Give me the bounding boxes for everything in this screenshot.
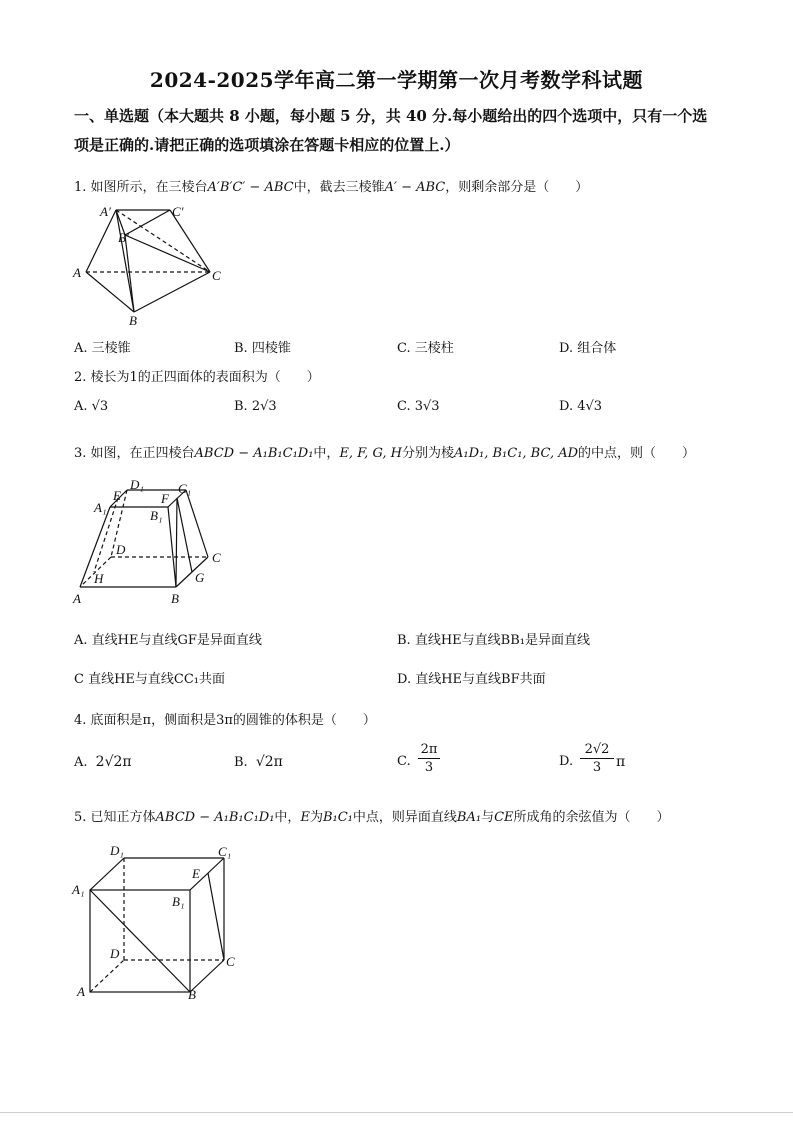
math-frustum: A′B′C′ − ABC (207, 180, 294, 195)
q4-option-d-fraction: 2√2 3 (580, 742, 614, 776)
q4-option-d-pi: π (616, 754, 626, 770)
section-heading-line1: 一、单选题（本大题共 8 小题，每小题 5 分，共 40 分.每小题给出的四个选项中，只有一个选 (74, 107, 708, 125)
fig1-label-C: C (212, 268, 221, 283)
fig3-label-D1: D₁ (130, 477, 144, 492)
q4-option-a-value: 2√2π (95, 754, 132, 770)
q2-option-a[interactable]: A. √3 (74, 399, 109, 414)
figure-frustum-q1 (68, 200, 238, 330)
fig3-label-B: B (171, 591, 179, 606)
fig1-label-C-prime: C′ (172, 204, 184, 219)
fig3-label-B1: B₁ (150, 508, 163, 523)
q1-option-d[interactable]: D. 组合体 (559, 341, 617, 356)
q2-option-d[interactable]: D. 4√3 (559, 399, 603, 414)
fig3-label-D: D (116, 542, 126, 557)
q3-option-a[interactable]: A. 直线HE与直线GF是异面直线 (74, 633, 262, 648)
q2-option-c[interactable]: C. 3√3 (397, 399, 440, 414)
page-title: 2024-2025学年高二第一学期第一次月考数学科试题 (149, 68, 644, 92)
fig3-label-A: A (73, 591, 81, 606)
q1-option-b[interactable]: B. 四棱锥 (234, 341, 291, 356)
fig5-label-B1: B₁ (172, 894, 185, 909)
q2-option-b[interactable]: B. 2√3 (234, 399, 277, 414)
q4-option-c[interactable]: C. (397, 754, 411, 769)
fig1-label-A: A (73, 265, 81, 280)
q3-option-c[interactable]: C 直线HE与直线CC₁共面 (74, 672, 226, 687)
fig5-label-C1: C₁ (218, 844, 232, 859)
fig5-label-D1: D₁ (110, 843, 124, 858)
fig5-label-E: E (192, 866, 200, 881)
q4-option-b-value: √2π (255, 754, 283, 770)
fig5-label-A1: A₁ (72, 882, 85, 897)
fig5-label-B: B (188, 987, 196, 1002)
fig5-label-D: D (110, 946, 120, 961)
fig1-label-A-prime: A′ (100, 204, 111, 219)
question-1-stem: 1. 如图所示，在三棱台A′B′C′ − ABC中，截去三棱锥A′ − ABC，则剩余部分是（ ） (74, 180, 589, 195)
question-5-stem: 5. 已知正方体ABCD − A₁B₁C₁D₁中，E为B₁C₁中点，则异面直线BA₁与CE所成角的余弦值为（ ） (74, 810, 670, 825)
question-2-stem: 2. 棱长为1的正四面体的表面积为（ ） (74, 370, 320, 385)
section-heading-line2: 项是正确的.请把正确的选项填涂在答题卡相应的位置上.） (74, 136, 460, 154)
q4-option-c-fraction: 2π 3 (418, 742, 440, 776)
fig5-label-A: A (77, 984, 85, 999)
figure-cube-q5 (68, 836, 248, 1006)
fig5-label-C: C (226, 954, 235, 969)
fig3-label-A1: A₁ (94, 500, 107, 515)
q4-option-b[interactable]: B. √2π (234, 754, 283, 770)
q4-option-d[interactable]: D. (559, 754, 574, 769)
fig3-label-C1: C₁ (178, 481, 192, 496)
q3-option-d[interactable]: D. 直线HE与直线BF共面 (397, 672, 546, 687)
question-4-stem: 4. 底面积是π，侧面积是3π的圆锥的体积是（ ） (74, 713, 376, 728)
fig3-label-G: G (195, 570, 205, 585)
fig3-label-C: C (212, 550, 221, 565)
q1-option-c[interactable]: C. 三棱柱 (397, 341, 454, 356)
fig1-label-B-prime: B′ (118, 230, 129, 245)
fig3-label-E: E (113, 488, 121, 503)
question-3-stem: 3. 如图，在正四棱台ABCD − A₁B₁C₁D₁中，E, F, G, H分别为棱A₁D₁, B₁C₁, BC, AD的中点，则（ ） (74, 446, 696, 461)
page-bottom-rule (0, 1112, 793, 1113)
fig3-label-F: F (161, 491, 169, 506)
fig3-label-H: H (94, 571, 104, 586)
q3-option-b[interactable]: B. 直线HE与直线BB₁是异面直线 (397, 633, 590, 648)
figure-frustum-q3 (68, 472, 238, 607)
q1-option-a[interactable]: A. 三棱锥 (74, 341, 131, 356)
math-pyramid: A′ − ABC (384, 180, 446, 195)
q4-option-a[interactable]: A. 2√2π (74, 754, 132, 770)
fig1-label-B: B (129, 313, 137, 328)
